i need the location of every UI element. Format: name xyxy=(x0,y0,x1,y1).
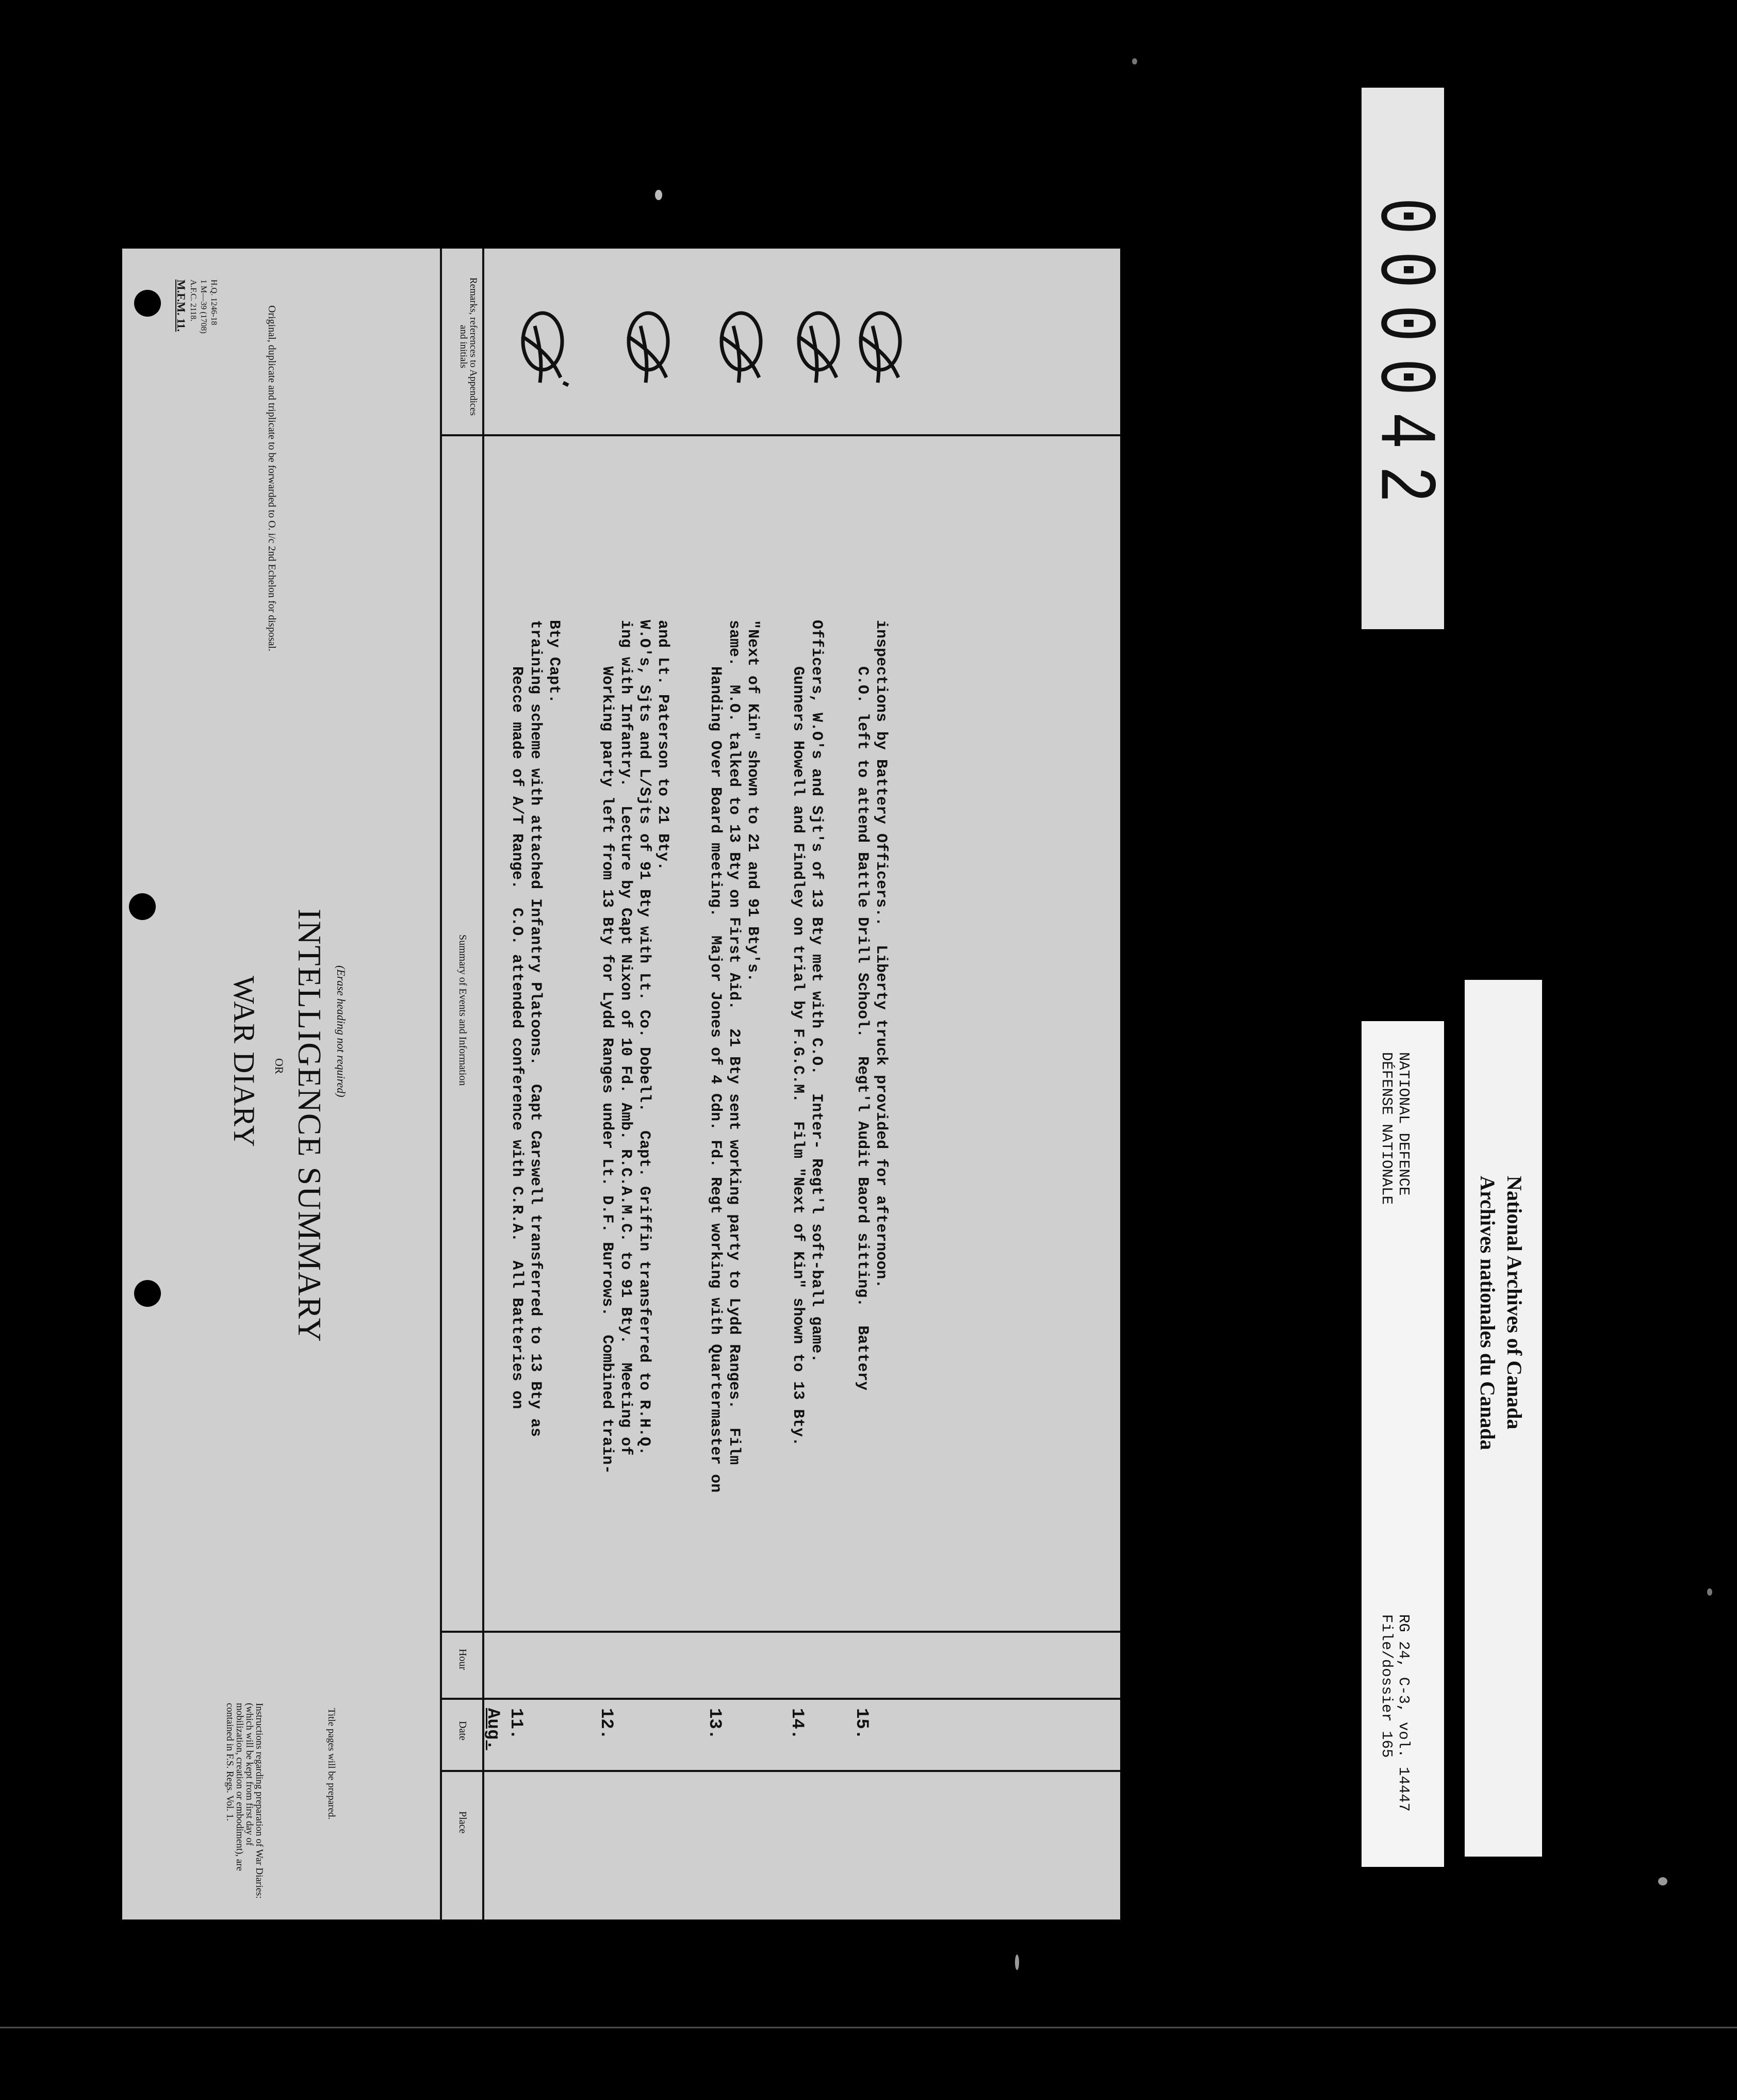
distribution-note: Original, duplicate and triplicate to be forwarded to O. i/c 2nd Echelon for disposal. xyxy=(266,305,277,651)
dust-speck xyxy=(1658,1877,1667,1885)
column-header-remarks: Remarks, references to Appendices and initials xyxy=(458,277,479,416)
header-separator xyxy=(482,249,484,1919)
handwritten-initials xyxy=(514,305,571,388)
dust-speck xyxy=(1707,1588,1712,1596)
entry-date: 15. xyxy=(851,1708,871,1740)
handwritten-initials xyxy=(852,305,909,388)
title-war-diary: WAR DIARY xyxy=(227,976,261,1147)
column-header-place: Place xyxy=(457,1811,468,1834)
form-code: A.F.C. 2118. xyxy=(189,280,198,322)
frame-number: 000042 xyxy=(1357,197,1449,520)
entry-line: Handing Over Board meeting. Major Jones of 4 Cdn. Fd. Regt working with Quartermaster on xyxy=(707,620,724,1493)
dust-speck xyxy=(655,190,662,200)
entry-line: and Lt. Paterson to 21 Bty. xyxy=(654,620,671,871)
entry-line: ing with Infantry. Lecture by Capt Nixon of 10 Fd. Amb. R.C.A.M.C. to 91 Bty. Meeting of xyxy=(617,620,634,1456)
entry-line: Recce made of A/T Range. C.O. attended conference with C.R.A. All Batteries on xyxy=(508,620,526,1409)
punch-hole xyxy=(134,1280,161,1307)
form-code: 1 M—39 (1708) xyxy=(199,280,208,334)
title-pages-note: Title pages will be prepared. xyxy=(326,1708,337,1820)
reference-line: DÉFENSE NATIONALE xyxy=(1378,1052,1395,1205)
entry-date: 12. xyxy=(596,1708,616,1740)
dust-speck xyxy=(1132,58,1137,64)
entry-line: C.O. left to attend Battle Drill School. Regt'l Audit Baord sitting. Battery xyxy=(854,620,871,1391)
form-code: H.Q. 1246-18 xyxy=(209,280,218,325)
entry-date: 11. xyxy=(506,1708,526,1740)
entry-line: training scheme with attached Infantry Platoons. Capt Carswell transferred to 13 Bty as xyxy=(527,620,544,1437)
reference-line: NATIONAL DEFENCE xyxy=(1395,1052,1412,1196)
entry-date: 13. xyxy=(704,1708,724,1740)
archives-name-french: Archives nationales du Canada xyxy=(1476,1176,1499,1450)
form-number: M.F.M. 11. xyxy=(175,280,188,332)
entry-date: 14. xyxy=(787,1708,807,1740)
national-archives-card xyxy=(1465,980,1542,1857)
film-edge-line xyxy=(0,2027,1737,2028)
entry-line: Bty Capt. xyxy=(545,620,563,704)
entry-line: Officers, W.O's and Sjt's of 13 Bty met with C.O. Inter- Regt'l soft-ball game. xyxy=(808,620,825,1363)
col-divider-date xyxy=(440,1698,1120,1700)
handwritten-initials xyxy=(713,305,769,388)
column-header-summary: Summary of Events and Information xyxy=(457,934,468,1086)
reference-line: RG 24, C-3, vol. 14447 xyxy=(1395,1614,1412,1812)
entry-line: inspections by Battery Officers.. Liberty truck provided for afternoon. xyxy=(872,620,890,1289)
handwritten-initials xyxy=(620,305,677,388)
month-label: Aug. xyxy=(483,1708,502,1750)
war-diary-form xyxy=(122,249,1120,1919)
dust-speck xyxy=(1015,1955,1019,1970)
col-divider-hour xyxy=(440,1631,1120,1633)
handwritten-initials xyxy=(790,305,847,388)
col-divider-remarks xyxy=(440,434,1120,436)
archive-reference-card xyxy=(1362,1021,1444,1867)
archives-name-english: National Archives of Canada xyxy=(1503,1176,1526,1430)
entry-line: same. M.O. talked to 13 Bty on First Aid. 21 Bty sent working party to Lydd Ranges. Film xyxy=(725,620,743,1465)
column-header-date: Date xyxy=(457,1721,468,1741)
title-intelligence-summary: INTELLIGENCE SUMMARY xyxy=(291,909,328,1343)
title-or: OR xyxy=(273,1058,286,1074)
col-divider-place xyxy=(440,1770,1120,1772)
punch-hole xyxy=(129,893,156,920)
entry-line: Gunners Howell and Findley on trial by F.G.C.M. Film "Next of Kin" shown to 13 Bty. xyxy=(789,620,807,1447)
entry-line: W.O's, Sjts and L/Sjts of 91 Bty with Lt. Co. Dobell. Capt. Griffin transferred to R.H.Q. xyxy=(635,620,653,1456)
erase-heading-note: (Erase heading not required) xyxy=(335,965,348,1097)
punch-hole xyxy=(134,290,161,317)
table-top-border xyxy=(440,249,442,1919)
frame-number-label xyxy=(1357,88,1449,629)
entry-line: Working party left from 13 Bty for Lydd Ranges under Lt. D.F. Burrows. Combined train- xyxy=(598,620,616,1474)
reference-line: File/dossier 165 xyxy=(1378,1614,1395,1758)
entry-line: "Next of Kin" shown to 21 and 91 Bty's. xyxy=(744,620,761,982)
column-header-hour: Hour xyxy=(457,1649,468,1670)
instructions-text: Instructions regarding preparation of War Diaries: (which will be kept from first day of mobilization, creation or embodiment), are contained in F.S. Regs. Vol. 1. xyxy=(224,1703,265,1899)
